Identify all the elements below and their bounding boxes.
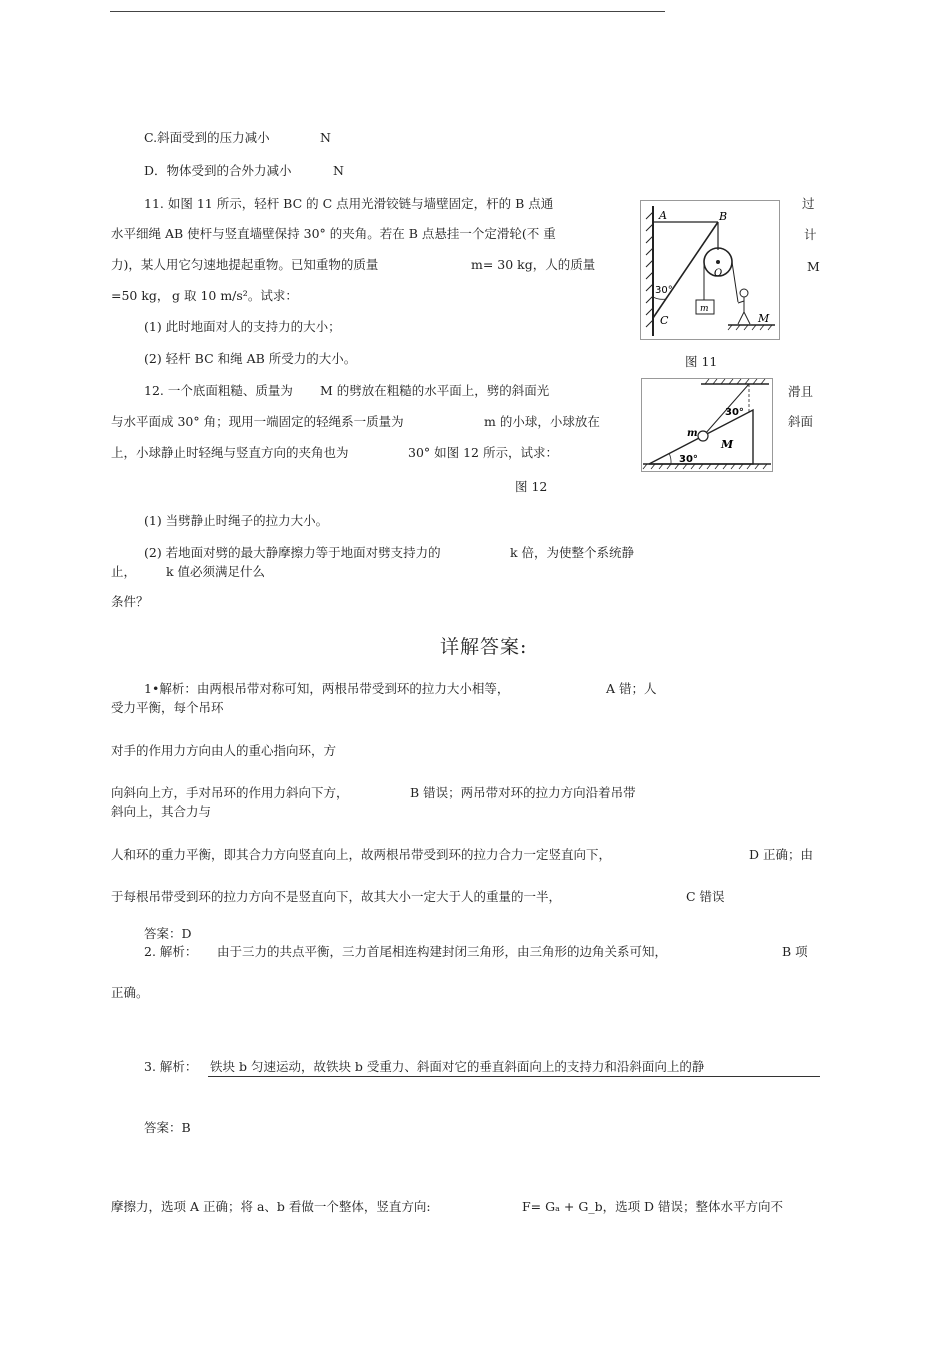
fig11-label-big-m: M — [758, 312, 770, 325]
fig12-top-angle: 30° — [725, 407, 744, 418]
q12-line3a: 上，小球静止时轻绳与竖直方向的夹角也为 — [111, 445, 349, 460]
fig11-label-b: B — [719, 210, 728, 223]
fig11-label-a: A — [659, 209, 667, 222]
q11-line2: 水平细绳 AB 使杆与竖直墙壁保持 30° 的夹角。若在 B 点悬挂一个定滑轮(不 重 — [111, 226, 556, 241]
a1-answer: 答案：D — [144, 926, 192, 941]
q12-line3b: 30° 如图 12 所示，试求： — [408, 445, 558, 460]
fig11-label-o: O — [714, 268, 723, 279]
q12-sub1: (1) 当劈静止时绳子的拉力大小。 — [144, 513, 329, 528]
q11-line3b: m= 30 kg，人的质量 — [471, 257, 596, 272]
figure-11 — [640, 200, 780, 340]
a1-line5: 斜向上，其合力与 — [111, 804, 212, 819]
q11-line1: 11. 如图 11 所示，轻杆 BC 的 C 点用光滑铰链与墙壁固定，杆的 B 点通 — [144, 196, 554, 211]
a3-line2a: 摩擦力，选项 A 正确；将 a、b 看做一个整体，竖直方向: — [111, 1199, 431, 1214]
figure-12 — [641, 378, 773, 472]
q12-line2b: m 的小球，小球放在 — [484, 414, 600, 429]
fig11-label-c: C — [660, 314, 669, 327]
q11-line3a: 力)，某人用它匀速地提起重物。已知重物的质量 — [111, 257, 379, 272]
q12-line2a: 与水平面成 30° 角；现用一端固定的轻绳系一质量为 — [111, 414, 404, 429]
a1-line4b: B 错误；两吊带对环的拉力方向沿着吊带 — [410, 785, 636, 800]
q12-line1-tail: 滑且 — [788, 384, 814, 399]
a3-line1a: 3. 解析： — [144, 1059, 198, 1074]
answers-heading: 详解答案: — [440, 636, 528, 658]
fig11-label-m: m — [700, 304, 709, 314]
fig12-label-m: m — [687, 428, 698, 439]
a1-line6a: 人和环的重力平衡，即其合力方向竖直向上，故两根吊带受到环的拉力合力一定竖直向下， — [111, 847, 612, 862]
q11-line4a: =50 kg， — [111, 288, 170, 303]
fig12-label-big-m: M — [721, 438, 734, 451]
a2-line2: 正确。 — [111, 985, 149, 1000]
a1-line1a: 1•解析：由两根吊带对称可知，两根吊带受到环的拉力大小相等， — [144, 681, 510, 696]
header-rule — [110, 11, 665, 12]
a2-line1c: B 项 — [782, 944, 808, 959]
a1-line3: 对手的作用力方向由人的重心指向环，方 — [111, 743, 337, 758]
q11-line4b: g 取 10 m/s²。试求： — [172, 288, 298, 303]
option-d: D．物体受到的合外力减小 — [144, 163, 292, 178]
a1-line4a: 向斜向上方，手对吊环的作用力斜向下方， — [111, 785, 349, 800]
a1-line6b: D 正确；由 — [749, 847, 813, 862]
a1-line2: 受力平衡，每个吊环 — [111, 700, 224, 715]
option-c-unit: N — [320, 130, 331, 145]
a3-underline — [208, 1076, 820, 1077]
q12-line1b: M 的劈放在粗糙的水平面上，劈的斜面光 — [320, 383, 550, 398]
option-c: C.斜面受到的压力减小 — [144, 130, 270, 145]
q11-line3-tail: M — [807, 259, 820, 274]
q12-line2-tail: 斜面 — [788, 414, 814, 429]
a2-line1a: 2. 解析： — [144, 944, 198, 959]
q12-sub2d: k 值必须满足什么 — [166, 564, 266, 579]
a2-line1b: 由于三力的共点平衡，三力首尾相连构建封闭三角形，由三角形的边角关系可知， — [217, 944, 668, 959]
q12-sub2e: 条件？ — [111, 594, 149, 609]
q11-line2-tail: 计 — [804, 227, 817, 242]
option-d-unit: N — [333, 163, 344, 178]
q12-line1a: 12. 一个底面粗糙、质量为 — [144, 383, 293, 398]
q11-sub2: (2) 轻杆 BC 和绳 AB 所受力的大小。 — [144, 351, 357, 366]
fig12-bottom-angle: 30° — [679, 454, 698, 465]
q12-sub2b: k 倍，为使整个系统静 — [510, 545, 635, 560]
fig11-angle: 30° — [655, 285, 673, 296]
q12-sub2a: (2) 若地面对劈的最大静摩擦力等于地面对劈支持力的 — [144, 545, 441, 560]
a1-line7a: 于每根吊带受到环的拉力方向不是竖直向下，故其大小一定大于人的重量的一半， — [111, 889, 562, 904]
a3-line1b: 铁块 b 匀速运动，故铁块 b 受重力、斜面对它的垂直斜面向上的支持力和沿斜面向上的静 — [210, 1059, 705, 1074]
a3-answer: 答案：B — [144, 1120, 191, 1135]
a1-line1b: A 错；人 — [606, 681, 657, 696]
q12-sub2c: 止， — [111, 564, 137, 579]
figure-11-caption: 图 11 — [685, 354, 718, 369]
a3-line2b: F= Gₐ + G_b，选项 D 错误；整体水平方向不 — [522, 1199, 784, 1214]
a1-line7b: C 错误 — [686, 889, 725, 904]
figure-12-caption: 图 12 — [515, 479, 548, 494]
q11-line1-tail: 过 — [802, 196, 815, 211]
q11-sub1: (1) 此时地面对人的支持力的大小； — [144, 319, 341, 334]
